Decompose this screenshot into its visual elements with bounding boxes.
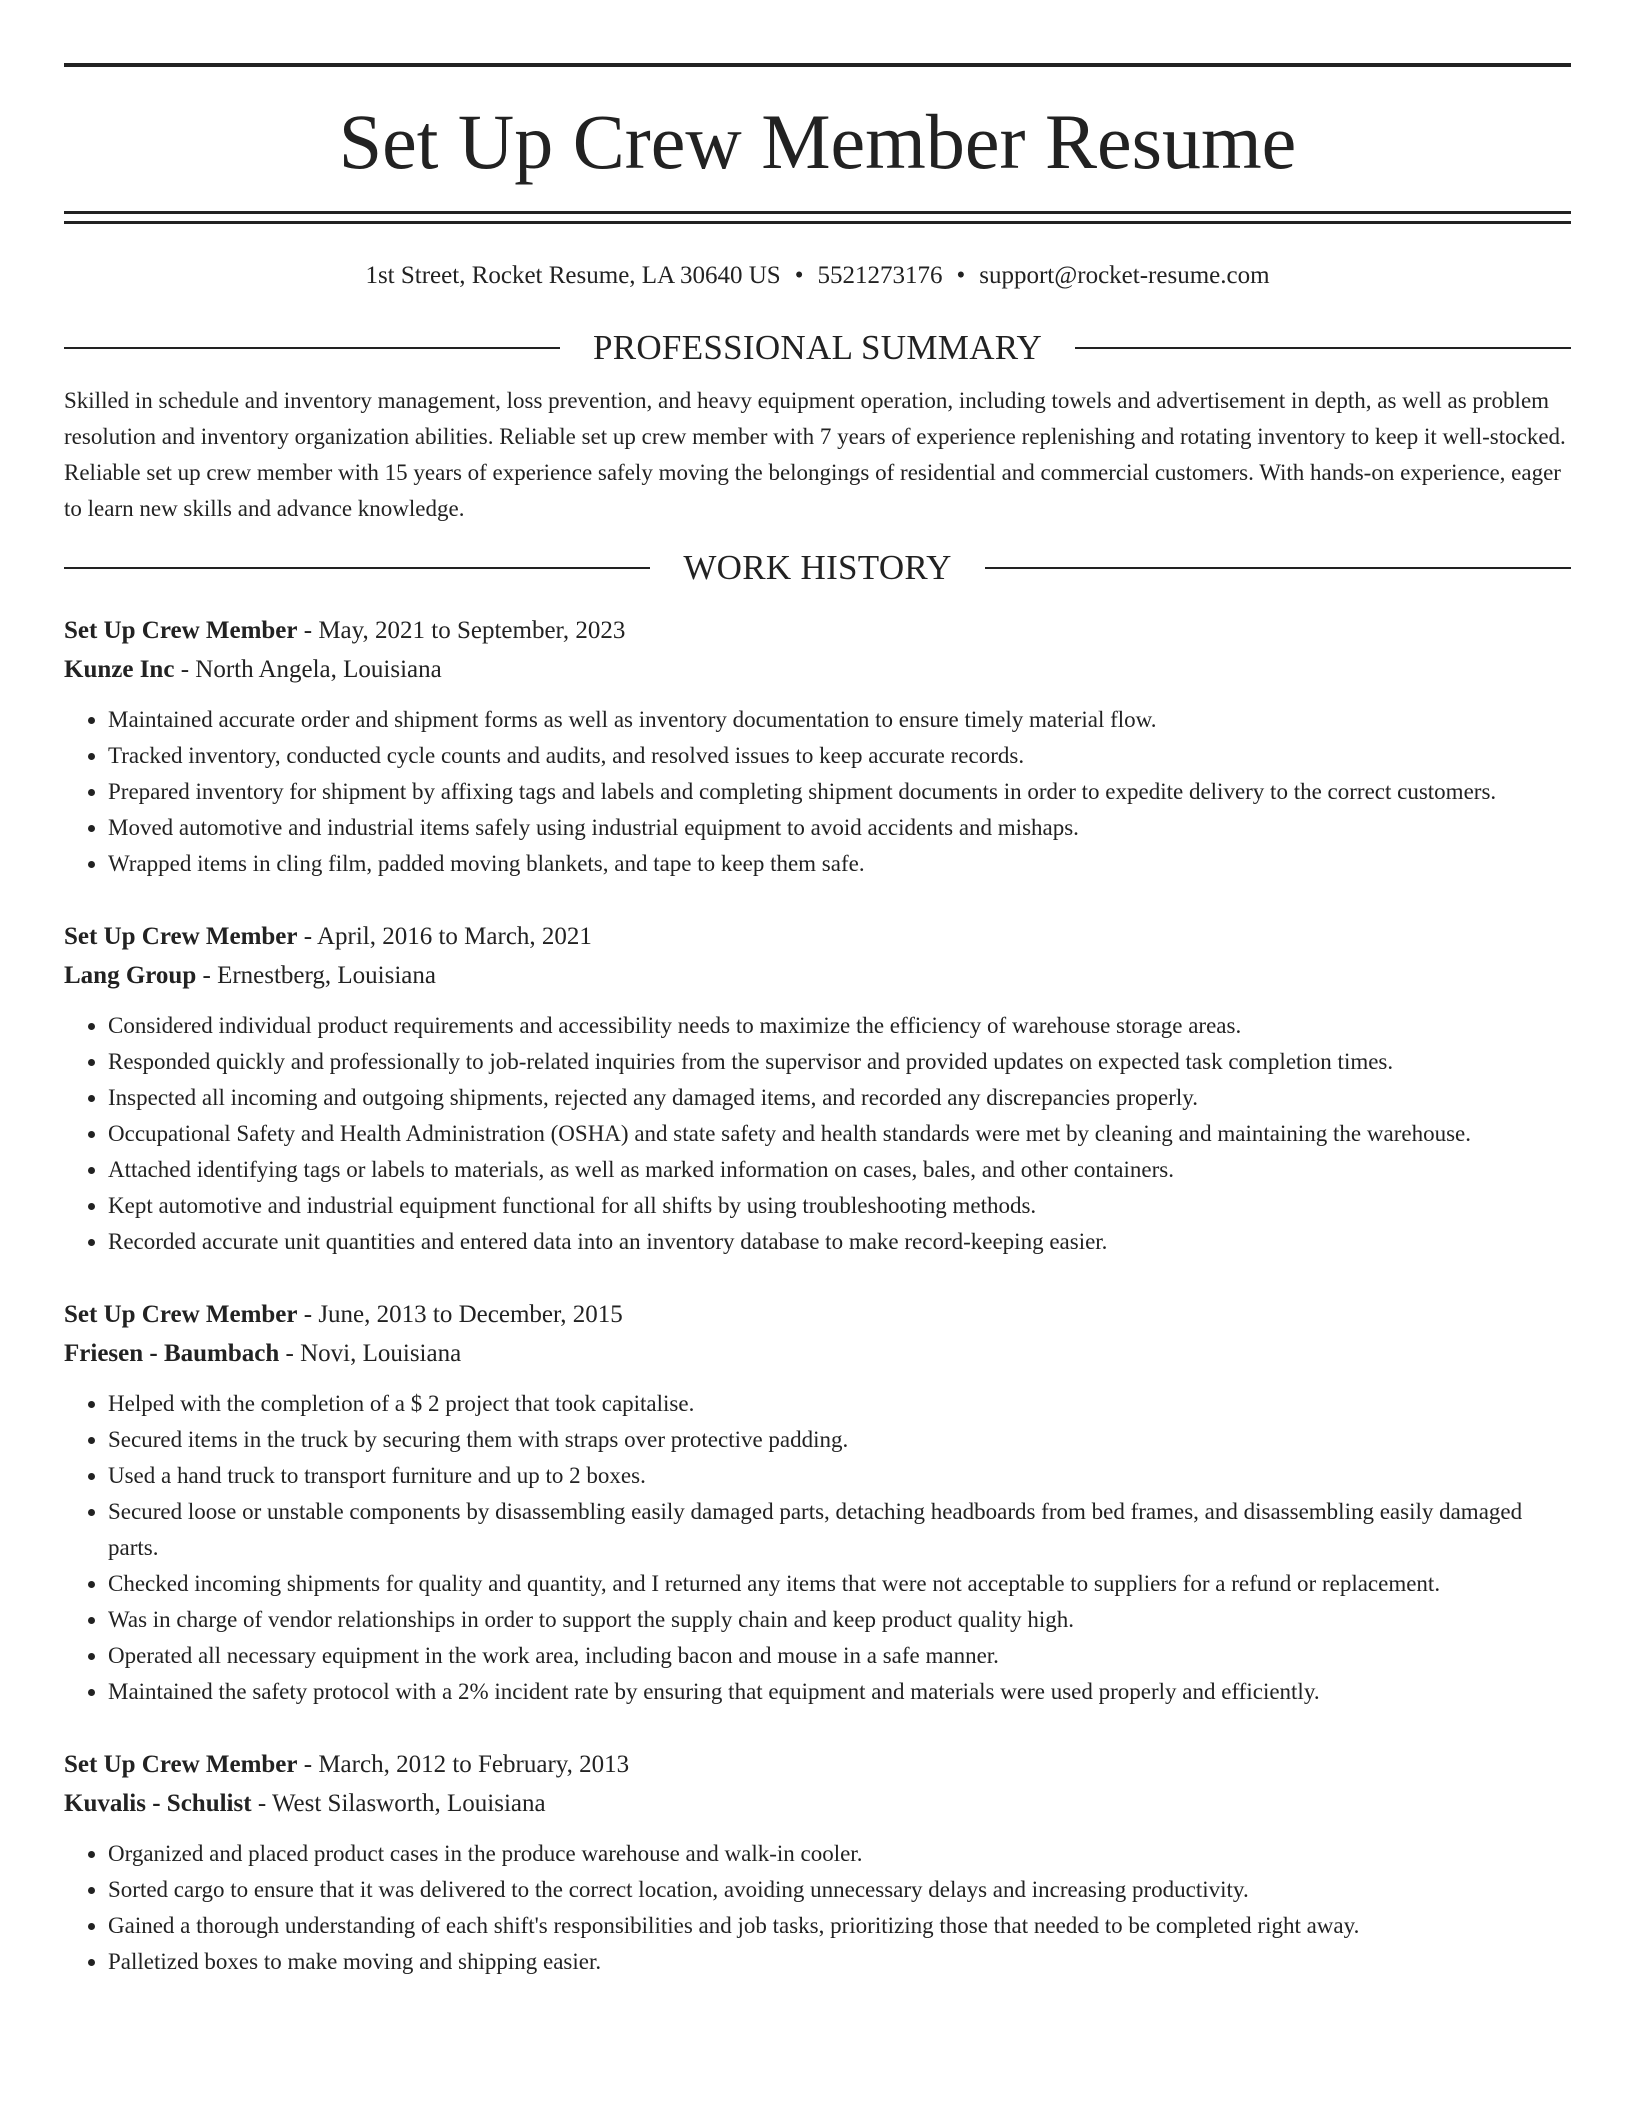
company-line	[64, 1784, 1571, 1823]
job-dates: April, 2016 to March, 2021	[316, 923, 592, 950]
contact-line	[64, 260, 1571, 292]
company-location: Ernestberg, Louisiana	[217, 962, 436, 989]
job-dates: June, 2013 to December, 2015	[318, 1301, 623, 1328]
job-bullets	[64, 1836, 1571, 1980]
dash: -	[297, 617, 319, 644]
dash: -	[297, 1301, 319, 1328]
job-title: Set Up Crew Member	[64, 923, 298, 950]
job-title-line	[64, 1745, 1571, 1784]
contact-address: 1st Street, Rocket Resume, LA 30640 US	[365, 262, 781, 289]
company-name: Lang Group	[64, 962, 197, 989]
list-item: • Secured loose or unstable components by disassembling easily damaged parts, detaching headboards from bed frames, and disassembling easily damaged parts.	[108, 1494, 1571, 1566]
contact-phone: 5521273176	[817, 262, 943, 289]
heading-rule-left	[64, 347, 560, 349]
job-dates: March, 2012 to February, 2013	[318, 1751, 630, 1778]
dash: -	[251, 1790, 272, 1817]
list-item: • Attached identifying tags or labels to materials, as well as marked information on cases, bales, and other containers.	[108, 1152, 1571, 1188]
contact-separator: •	[956, 262, 966, 289]
job-title-line	[64, 1295, 1571, 1334]
list-item: • Recorded accurate unit quantities and entered data into an inventory database to make record-keeping easier.	[108, 1224, 1571, 1260]
list-item: • Gained a thorough understanding of each shift's responsibilities and job tasks, prioritizing those that needed to be completed right away.	[108, 1908, 1571, 1944]
summary-heading	[64, 330, 1571, 365]
list-item: • Kept automotive and industrial equipment functional for all shifts by using troubleshooting methods.	[108, 1188, 1571, 1224]
work-history-heading	[64, 550, 1571, 585]
job-entry	[64, 1745, 1571, 1980]
company-name: Friesen - Baumbach	[64, 1340, 280, 1367]
list-item: • Helped with the completion of a $ 2 project that took capitalise.	[108, 1386, 1571, 1422]
summary-heading-label: PROFESSIONAL SUMMARY	[592, 328, 1043, 367]
list-item: • Maintained accurate order and shipment forms as well as inventory documentation to ensure timely material flow.	[108, 702, 1571, 738]
dash: -	[279, 1340, 301, 1367]
dash: -	[297, 923, 317, 950]
job-title: Set Up Crew Member	[64, 1751, 298, 1778]
summary-text: Skilled in schedule and inventory management, loss prevention, and heavy equipment operation, including towels and advertisement in depth, as well as problem resolution and inventory organization abilities. Reliable set up crew member with 7 years of experience replenishing and rotating inventory to keep it well-stocked. Reliable set up crew member with 15 years of experience safely moving the belongings of residential and commercial customers. With hands-on experience, eager to learn new skills and advance knowledge.	[64, 388, 1566, 521]
list-item: • Was in charge of vendor relationships in order to support the supply chain and keep product quality high.	[108, 1602, 1571, 1638]
top-rule	[64, 63, 1571, 67]
title-double-rule	[64, 211, 1571, 224]
list-item: • Wrapped items in cling film, padded moving blankets, and tape to keep them safe.	[108, 846, 1571, 882]
company-line	[64, 1334, 1571, 1373]
job-bullets	[64, 702, 1571, 882]
dash: -	[196, 962, 218, 989]
job-bullets	[64, 1008, 1571, 1260]
job-entry	[64, 611, 1571, 882]
company-location: Novi, Louisiana	[300, 1340, 462, 1367]
job-entry	[64, 917, 1571, 1260]
list-item: • Inspected all incoming and outgoing shipments, rejected any damaged items, and recorded any discrepancies properly.	[108, 1080, 1571, 1116]
list-item: • Sorted cargo to ensure that it was delivered to the correct location, avoiding unnecessary delays and increasing productivity.	[108, 1872, 1571, 1908]
resume-title: Set Up Crew Member Resume	[338, 98, 1297, 185]
heading-rule-right	[1075, 347, 1571, 349]
list-item: • Considered individual product requirements and accessibility needs to maximize the efficiency of warehouse storage areas.	[108, 1008, 1571, 1044]
company-location: North Angela, Louisiana	[195, 656, 442, 683]
list-item: • Maintained the safety protocol with a 2% incident rate by ensuring that equipment and materials were used properly and efficiently.	[108, 1674, 1571, 1710]
list-item: • Responded quickly and professionally to job-related inquiries from the supervisor and provided updates on expected task completion times.	[108, 1044, 1571, 1080]
heading-rule-left	[64, 567, 650, 569]
contact-separator: •	[794, 262, 804, 289]
list-item: • Tracked inventory, conducted cycle counts and audits, and resolved issues to keep accurate records.	[108, 738, 1571, 774]
company-name: Kuvalis - Schulist	[64, 1790, 252, 1817]
list-item: • Organized and placed product cases in the produce warehouse and walk-in cooler.	[108, 1836, 1571, 1872]
work-history-heading-label: WORK HISTORY	[683, 548, 952, 587]
job-entry	[64, 1295, 1571, 1710]
list-item: • Used a hand truck to transport furniture and up to 2 boxes.	[108, 1458, 1571, 1494]
list-item: • Prepared inventory for shipment by affixing tags and labels and completing shipment documents in order to expedite delivery to the correct customers.	[108, 774, 1571, 810]
company-line	[64, 650, 1571, 689]
list-item: • Secured items in the truck by securing them with straps over protective padding.	[108, 1422, 1571, 1458]
job-title-line	[64, 917, 1571, 956]
work-history-list	[64, 611, 1571, 1980]
list-item: • Operated all necessary equipment in the work area, including bacon and mouse in a safe manner.	[108, 1638, 1571, 1674]
company-location: West Silasworth, Louisiana	[271, 1790, 546, 1817]
list-item: • Occupational Safety and Health Administration (OSHA) and state safety and health standards were met by cleaning and maintaining the warehouse.	[108, 1116, 1571, 1152]
dash: -	[297, 1751, 319, 1778]
list-item: • Palletized boxes to make moving and shipping easier.	[108, 1944, 1571, 1980]
heading-rule-right	[985, 567, 1571, 569]
resume-page	[64, 63, 1571, 1980]
list-item: • Moved automotive and industrial items safely using industrial equipment to avoid accidents and mishaps.	[108, 810, 1571, 846]
contact-email: support@rocket-resume.com	[979, 262, 1270, 289]
job-dates: May, 2021 to September, 2023	[318, 617, 626, 644]
dash: -	[174, 656, 196, 683]
job-title: Set Up Crew Member	[64, 617, 298, 644]
job-title-line	[64, 611, 1571, 650]
job-bullets	[64, 1386, 1571, 1710]
company-name: Kunze Inc	[64, 656, 175, 683]
company-line	[64, 956, 1571, 995]
job-title: Set Up Crew Member	[64, 1301, 298, 1328]
list-item: • Checked incoming shipments for quality and quantity, and I returned any items that were not acceptable to suppliers for a refund or replacement.	[108, 1566, 1571, 1602]
